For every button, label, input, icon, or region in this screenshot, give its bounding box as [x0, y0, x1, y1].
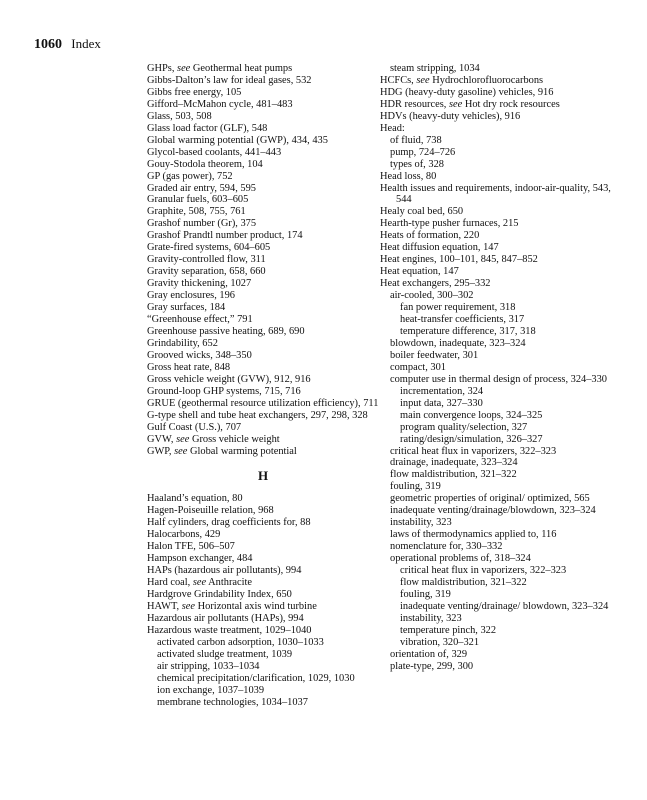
- index-subentry: activated carbon adsorption, 1030–1033: [157, 636, 324, 648]
- index-entry: Heat diffusion equation, 147: [380, 242, 499, 254]
- index-entry: Ground-loop GHP systems, 715, 716: [147, 385, 301, 397]
- page-number: 1060: [34, 37, 62, 52]
- index-entry: “Greenhouse effect,” 791: [147, 314, 253, 326]
- index-subentry: flow maldistribution, 321–322: [400, 576, 527, 588]
- index-entry: Glass load factor (GLF), 548: [147, 122, 268, 134]
- index-subentry: rating/design/simulation, 326–327: [400, 433, 543, 445]
- index-entry: Global warming potential (GWP), 434, 435: [147, 134, 328, 146]
- index-entry: Gray surfaces, 184: [147, 302, 226, 314]
- index-subentry: activated sludge treatment, 1039: [157, 648, 293, 660]
- index-entry: Head loss, 80: [380, 170, 437, 182]
- index-entry: Graphite, 508, 755, 761: [147, 206, 246, 218]
- running-title: Index: [71, 36, 101, 51]
- index-entry: Grate-fired systems, 604–605: [147, 242, 271, 254]
- index-entry: Granular fuels, 603–605: [147, 194, 249, 206]
- index-column-right: [380, 63, 620, 673]
- index-entry: Graded air entry, 594, 595: [147, 182, 256, 194]
- index-entry: Gibbs-Dalton’s law for ideal gases, 532: [147, 74, 312, 86]
- index-subentry: input data, 327–330: [400, 397, 483, 409]
- index-entry: Heats of formation, 220: [380, 230, 480, 242]
- index-entry: Hardgrove Grindability Index, 650: [147, 589, 292, 601]
- index-subentry: critical heat flux in vaporizers, 322–323: [390, 445, 557, 457]
- index-entries-h-continued: [380, 63, 620, 673]
- index-subentry: operational problems of, 318–324: [390, 553, 531, 565]
- index-subentry: fan power requirement, 318: [400, 302, 516, 314]
- index-entry: Hard coal, see Anthracite: [147, 577, 253, 589]
- index-entry: Hampson exchanger, 484: [147, 553, 253, 565]
- index-subentry: incrementation, 324: [400, 385, 484, 397]
- index-subentry: fouling, 319: [390, 481, 441, 493]
- index-entry: Gulf Coast (U.S.), 707: [147, 421, 242, 433]
- index-entry: Health issues and requirements, indoor-air-quality, 543, 544: [380, 182, 611, 206]
- index-entry: Grooved wicks, 348–350: [147, 349, 252, 361]
- index-entry: Hazardous air pollutants (HAPs), 994: [147, 612, 304, 624]
- index-subentry: blowdown, inadequate, 323–324: [390, 337, 526, 349]
- index-entry: Hazardous waste treatment, 1029–1040: [147, 624, 312, 636]
- index-subentry: main convergence loops, 324–325: [400, 409, 543, 421]
- index-subentry: inadequate venting/drainage/ blowdown, 323–324: [400, 600, 609, 612]
- index-subentry: program quality/selection, 327: [400, 421, 528, 433]
- index-subentry: pump, 724–726: [390, 146, 456, 158]
- index-entries-h: [147, 493, 379, 708]
- index-subentry: types of, 328: [390, 158, 444, 170]
- index-entry: Gray enclosures, 196: [147, 290, 236, 302]
- index-subentry: ion exchange, 1037–1039: [157, 684, 265, 696]
- index-entry: Gravity separation, 658, 660: [147, 266, 266, 278]
- index-entry: Hagen-Poiseuille relation, 968: [147, 505, 274, 517]
- index-subentry: geometric properties of original/ optimized, 565: [390, 493, 590, 505]
- index-subentry: compact, 301: [390, 361, 446, 373]
- index-entry: Half cylinders, drag coefficients for, 88: [147, 517, 311, 529]
- index-subentry: inadequate venting/drainage/blowdown, 323–324: [390, 505, 596, 517]
- index-entry: Gross vehicle weight (GVW), 912, 916: [147, 373, 311, 385]
- index-entry: GHPs, see Geothermal heat pumps: [147, 63, 293, 74]
- index-subentry: heat-transfer coefficients, 317: [400, 314, 525, 326]
- index-entry: HDG (heavy-duty gasoline) vehicles, 916: [380, 86, 554, 98]
- index-entry: Glass, 503, 508: [147, 110, 212, 122]
- index-entry: Halon TFE, 506–507: [147, 541, 235, 553]
- index-entry: Healy coal bed, 650: [380, 206, 464, 218]
- index-entry: HAWT, see Horizontal axis wind turbine: [147, 601, 317, 613]
- index-subentry: laws of thermodynamics applied to, 116: [390, 529, 557, 541]
- index-column-left: [147, 63, 379, 709]
- index-entry: GVW, see Gross vehicle weight: [147, 433, 280, 445]
- index-subentry: plate-type, 299, 300: [390, 660, 474, 672]
- index-entry: G-type shell and tube heat exchangers, 297, 298, 328: [147, 409, 368, 421]
- index-entry: Gifford–McMahon cycle, 481–483: [147, 98, 293, 110]
- index-entry: Grindability, 652: [147, 337, 218, 349]
- index-subentry: nomenclature for, 330–332: [390, 541, 503, 553]
- index-subentry: temperature difference, 317, 318: [400, 325, 536, 337]
- index-subentry: instability, 323: [400, 612, 462, 624]
- index-subentry: orientation of, 329: [390, 648, 468, 660]
- index-subentry: vibration, 320–321: [400, 636, 480, 648]
- index-entry: Greenhouse passive heating, 689, 690: [147, 325, 305, 337]
- index-subentry: fouling, 319: [400, 588, 451, 600]
- index-subentry: flow maldistribution, 321–322: [390, 469, 517, 481]
- index-entry: Heat exchangers, 295–332: [380, 278, 491, 290]
- index-entry: Halocarbons, 429: [147, 529, 221, 541]
- index-entry: HCFCs, see Hydrochlorofluorocarbons: [380, 74, 544, 86]
- index-subentry: critical heat flux in vaporizers, 322–323: [400, 565, 567, 577]
- index-entry: Gross heat rate, 848: [147, 361, 231, 373]
- index-entry: Gouy-Stodola theorem, 104: [147, 158, 263, 170]
- index-entry: Haaland’s equation, 80: [147, 493, 243, 505]
- index-entry: Heat equation, 147: [380, 266, 459, 278]
- index-entry: GP (gas power), 752: [147, 170, 233, 182]
- index-entry: Grashof number (Gr), 375: [147, 218, 257, 230]
- index-subentry: boiler feedwater, 301: [390, 349, 479, 361]
- index-entry: Head:: [380, 122, 405, 134]
- index-entry: GWP, see Global warming potential: [147, 445, 297, 457]
- index-entries-g: [147, 63, 379, 457]
- index-entry: HDVs (heavy-duty vehicles), 916: [380, 110, 521, 122]
- index-subentry: drainage, inadequate, 323–324: [390, 457, 518, 469]
- index-subentry: temperature pinch, 322: [400, 624, 497, 636]
- index-subentry: steam stripping, 1034: [390, 63, 480, 74]
- index-entry: Gravity thickening, 1027: [147, 278, 252, 290]
- index-subentry: instability, 323: [390, 517, 452, 529]
- index-subentry: chemical precipitation/clarification, 1029, 1030: [157, 672, 355, 684]
- index-entry: Hearth-type pusher furnaces, 215: [380, 218, 519, 230]
- index-subentry: air-cooled, 300–302: [390, 290, 474, 302]
- index-entry: HAPs (hazardous air pollutants), 994: [147, 565, 302, 577]
- index-entry: Glycol-based coolants, 441–443: [147, 146, 282, 158]
- section-letter-h: H: [257, 468, 269, 484]
- index-entry: Gravity-controlled flow, 311: [147, 254, 266, 266]
- index-subentry: of fluid, 738: [390, 134, 442, 146]
- index-entry: Heat engines, 100–101, 845, 847–852: [380, 254, 538, 266]
- page-header: [34, 36, 101, 53]
- index-subentry: computer use in thermal design of process, 324–330: [390, 373, 608, 385]
- index-subentry: membrane technologies, 1034–1037: [157, 696, 308, 708]
- index-subentry: air stripping, 1033–1034: [157, 660, 260, 672]
- index-entry: HDR resources, see Hot dry rock resources: [380, 98, 560, 110]
- index-entry: Grashof Prandtl number product, 174: [147, 230, 303, 242]
- index-entry: GRUE (geothermal resource utilization efficiency), 711: [147, 397, 379, 409]
- index-entry: Gibbs free energy, 105: [147, 86, 242, 98]
